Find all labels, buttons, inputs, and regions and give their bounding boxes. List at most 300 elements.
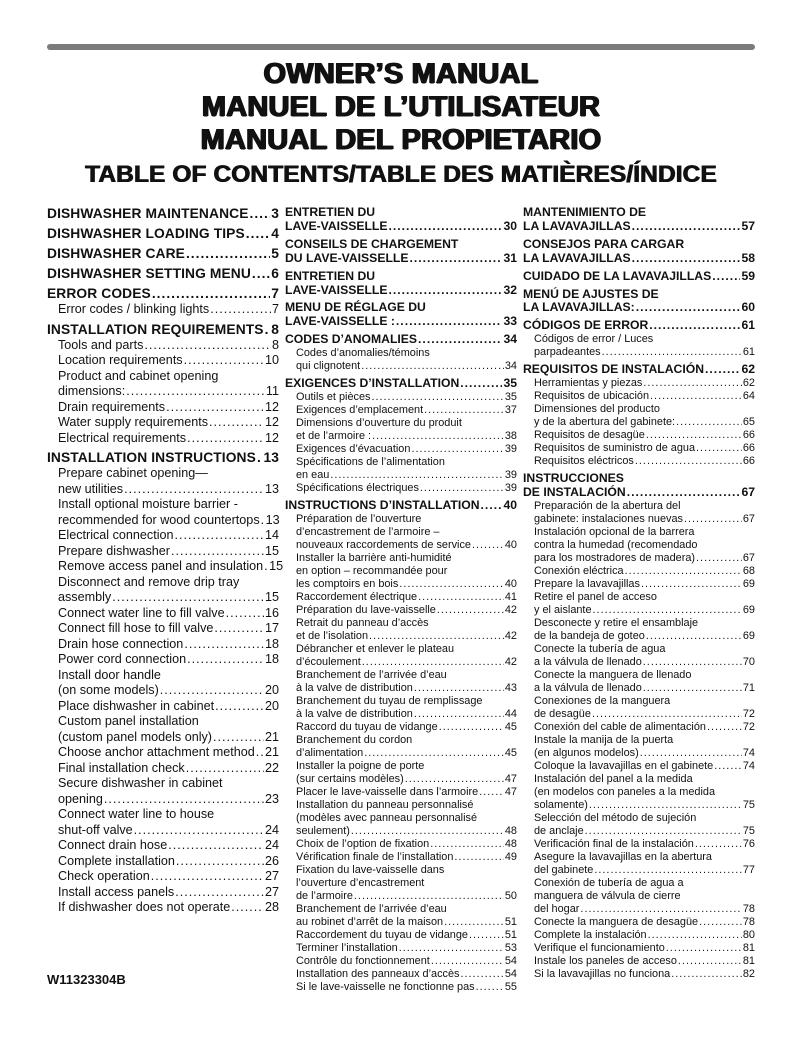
toc-entry-line bbox=[47, 400, 279, 416]
entry-text: LA LAVAVAJILLAS: bbox=[523, 300, 635, 315]
page-number: 8 bbox=[271, 337, 279, 352]
toc-entry-line bbox=[523, 486, 755, 500]
page-number: 55 bbox=[504, 980, 517, 993]
entry-text: Prepare la lavavajillas bbox=[534, 577, 640, 590]
entry-text: Connect drain hose bbox=[58, 838, 168, 852]
page-number: 23 bbox=[264, 791, 279, 806]
toc-entry bbox=[47, 807, 279, 838]
toc-entry-line bbox=[47, 544, 279, 560]
page-number: 65 bbox=[742, 416, 755, 429]
toc-entry-line: Selección del método de sujeción bbox=[534, 811, 697, 824]
dot-leader bbox=[712, 270, 740, 284]
dot-leader bbox=[151, 869, 264, 885]
entry-text: (custom panel models only) bbox=[58, 729, 212, 744]
page-number: 51 bbox=[504, 915, 517, 928]
entry-text: CODES D’ANOMALIES bbox=[285, 332, 418, 347]
dot-leader bbox=[602, 346, 742, 359]
entry-text: Prepare dishwasher bbox=[58, 543, 171, 558]
dot-leader bbox=[460, 968, 503, 981]
toc-entry-line bbox=[47, 559, 284, 575]
entry-text: Conecte la manguera de desagüe bbox=[534, 915, 699, 928]
dot-leader bbox=[175, 528, 264, 544]
toc-entry bbox=[285, 734, 517, 760]
toc-entry-line: Codes d’anomalies/témoins bbox=[296, 347, 430, 360]
page-number: 39 bbox=[504, 469, 517, 482]
dot-leader bbox=[666, 942, 742, 955]
toc-entry bbox=[523, 851, 755, 877]
entry-text: Requisitos eléctricos bbox=[534, 455, 634, 468]
entry-text: Verifique el funcionamiento bbox=[534, 941, 665, 954]
entry-text: gabinete: instalaciones nuevas bbox=[534, 512, 683, 525]
entry-text: Place dishwasher in cabinet bbox=[58, 698, 215, 713]
toc-entry-line: Retire el panel de acceso bbox=[534, 590, 657, 603]
toc-entry-line bbox=[523, 955, 755, 968]
toc-entry-line: Débrancher et enlever le plateau bbox=[296, 642, 455, 655]
dot-leader bbox=[640, 747, 742, 760]
page-number: 78 bbox=[742, 902, 755, 915]
dot-leader bbox=[112, 590, 264, 606]
dot-leader bbox=[126, 384, 265, 400]
toc-entry-line: MANTENIMIENTO DE bbox=[523, 205, 647, 219]
dot-leader bbox=[396, 315, 503, 329]
toc-entry-line bbox=[47, 206, 279, 222]
entry-text: Raccordement électrique bbox=[296, 590, 418, 603]
entry-text: DISHWASHER MAINTENANCE bbox=[47, 206, 249, 221]
page-number: 68 bbox=[742, 564, 755, 577]
entry-text: Verificación final de la instalación bbox=[534, 837, 694, 850]
dot-leader bbox=[361, 360, 504, 373]
page-number: 43 bbox=[504, 681, 517, 694]
toc-entry bbox=[285, 443, 517, 456]
page-number: 41 bbox=[504, 590, 517, 603]
toc-entry-line: ENTRETIEN DU bbox=[285, 268, 376, 283]
toc-entry-line bbox=[47, 266, 279, 282]
toc-entry bbox=[523, 429, 755, 442]
toc-entry bbox=[523, 721, 755, 734]
dot-leader bbox=[210, 302, 271, 318]
toc-entry bbox=[285, 552, 517, 591]
dot-leader bbox=[166, 400, 264, 416]
toc-entry-line bbox=[523, 916, 755, 929]
page-number: 64 bbox=[742, 390, 755, 403]
toc-entry bbox=[523, 333, 755, 359]
entry-text: new utilities bbox=[58, 481, 124, 496]
page-number: 42 bbox=[504, 629, 517, 642]
dot-leader bbox=[369, 630, 504, 643]
page-number: 48 bbox=[504, 837, 517, 850]
dot-leader bbox=[351, 825, 504, 838]
toc-entry bbox=[523, 942, 755, 955]
dot-leader bbox=[420, 482, 504, 495]
toc-entry bbox=[285, 456, 517, 482]
dot-leader bbox=[580, 903, 741, 916]
page-number: 61 bbox=[741, 318, 755, 333]
toc-entry-line bbox=[285, 773, 517, 786]
dot-leader bbox=[632, 220, 741, 234]
title-block bbox=[0, 58, 802, 190]
entry-text: Instale los paneles de acceso bbox=[534, 954, 677, 967]
toc-entry-line bbox=[285, 838, 517, 851]
toc-entry-line: Installer la barrière anti-humidité bbox=[296, 551, 452, 564]
entry-text: Check operation bbox=[58, 869, 150, 883]
dot-leader bbox=[589, 799, 742, 812]
toc-entry-line bbox=[47, 226, 279, 242]
entry-text: parpadeantes bbox=[534, 346, 601, 359]
entry-text: qui clignotent bbox=[296, 360, 361, 373]
toc-entry-line bbox=[523, 390, 755, 403]
toc-entry bbox=[523, 955, 755, 968]
page-number: 45 bbox=[504, 746, 517, 759]
page-number: 26 bbox=[264, 853, 279, 868]
toc-section-header bbox=[47, 246, 279, 262]
toc-section-header bbox=[285, 301, 517, 329]
dot-leader bbox=[388, 284, 502, 298]
dot-leader bbox=[699, 916, 742, 929]
toc-section-header bbox=[523, 363, 755, 377]
dot-leader bbox=[641, 578, 742, 591]
dot-leader bbox=[472, 539, 504, 552]
title-spanish: MANUAL DEL PROPIETARIO bbox=[200, 124, 602, 156]
entry-text: Si le lave-vaisselle ne fonctionne pas bbox=[296, 980, 475, 993]
toc-section-header bbox=[523, 206, 755, 234]
page-number: 40 bbox=[503, 498, 517, 513]
entry-text: Exigences d’évacuation bbox=[296, 443, 411, 456]
dot-leader bbox=[256, 745, 264, 761]
page-number: 37 bbox=[504, 404, 517, 417]
toc-entry bbox=[523, 591, 755, 617]
entry-text: DISHWASHER CARE bbox=[47, 246, 185, 261]
dot-leader bbox=[226, 606, 264, 622]
toc-entry bbox=[47, 575, 279, 606]
page-number: 39 bbox=[504, 482, 517, 495]
toc-entry bbox=[285, 981, 517, 994]
dot-leader bbox=[364, 747, 504, 760]
dot-leader bbox=[439, 721, 504, 734]
dot-leader bbox=[418, 591, 504, 604]
dot-leader bbox=[695, 838, 742, 851]
toc-entry-line: Branchement de l’arrivée d’eau bbox=[296, 902, 447, 915]
dot-leader bbox=[399, 578, 504, 591]
page-number: 40 bbox=[504, 538, 517, 551]
toc-section-header bbox=[523, 472, 755, 500]
toc-entry-line bbox=[285, 825, 517, 838]
toc-entry-line: contra la humedad (recomendado bbox=[534, 538, 698, 551]
entry-text: de l’armoire bbox=[296, 889, 353, 902]
toc-entry bbox=[285, 617, 517, 643]
toc-entry bbox=[523, 773, 755, 812]
toc-entry-line bbox=[523, 565, 755, 578]
dot-leader bbox=[104, 792, 264, 808]
entry-text: Conexión eléctrica bbox=[534, 564, 624, 577]
entry-text: Requisitos de desagüe bbox=[534, 429, 645, 442]
entry-text: DU LAVE-VAISSELLE bbox=[285, 250, 409, 265]
toc-section-header bbox=[47, 226, 279, 242]
entry-text: Conexión del cable de alimentación bbox=[534, 720, 706, 733]
page-number: 69 bbox=[742, 603, 755, 616]
toc-entry bbox=[47, 559, 284, 575]
entry-text: Electrical requirements bbox=[58, 430, 187, 445]
page-number: 4 bbox=[271, 226, 279, 241]
toc-section-header bbox=[47, 206, 279, 222]
entry-text: Outils et pièces bbox=[296, 391, 371, 404]
page-number: 45 bbox=[504, 720, 517, 733]
dot-leader bbox=[354, 890, 504, 903]
toc-section-header bbox=[47, 450, 279, 466]
page-number: 60 bbox=[741, 300, 755, 315]
toc-entry bbox=[47, 652, 279, 668]
entry-text: y el aislante bbox=[534, 603, 592, 616]
toc-entry bbox=[523, 968, 755, 981]
toc-entry-line bbox=[523, 416, 755, 429]
toc-entry-line bbox=[47, 338, 279, 354]
toc-entry-line bbox=[47, 637, 279, 653]
toc-entry-line bbox=[285, 360, 517, 373]
page-number: 13 bbox=[265, 512, 280, 527]
toc-entry bbox=[47, 338, 279, 354]
toc-entry-line bbox=[523, 656, 755, 669]
dot-leader bbox=[184, 637, 264, 653]
dot-leader bbox=[646, 429, 742, 442]
toc-entry-line bbox=[285, 469, 517, 482]
page-number: 75 bbox=[742, 798, 755, 811]
dot-leader bbox=[160, 683, 264, 699]
page-number: 35 bbox=[503, 376, 517, 391]
page-number: 13 bbox=[264, 481, 279, 496]
entry-text: Connect water line to fill valve bbox=[58, 605, 225, 620]
entry-text: (on some models) bbox=[58, 683, 159, 697]
toc-entry-line: Branchement de l’arrivée d’eau bbox=[296, 668, 447, 681]
dot-leader bbox=[252, 266, 270, 282]
dot-leader bbox=[209, 415, 264, 431]
toc-entry-line bbox=[285, 252, 517, 266]
toc-entry bbox=[285, 955, 517, 968]
page-number: 76 bbox=[742, 837, 755, 850]
toc-section-header bbox=[523, 319, 755, 333]
page-number: 33 bbox=[503, 314, 517, 329]
toc-entry-line bbox=[285, 404, 517, 417]
toc-entry-line bbox=[523, 708, 755, 721]
dot-leader bbox=[124, 482, 264, 498]
page-number: 24 bbox=[264, 838, 279, 852]
page-number: 24 bbox=[264, 822, 279, 837]
page-number: 77 bbox=[742, 863, 755, 876]
toc-column-french bbox=[285, 206, 517, 994]
toc-entry-line bbox=[285, 430, 517, 443]
toc-entry bbox=[285, 786, 517, 799]
entry-text: Complete installation bbox=[58, 853, 175, 868]
toc-entry bbox=[285, 695, 517, 721]
dot-leader bbox=[187, 652, 264, 668]
dot-leader bbox=[696, 552, 742, 565]
toc-entry bbox=[47, 353, 279, 369]
page-number: 15 bbox=[264, 543, 279, 558]
dot-leader bbox=[625, 565, 742, 578]
toc-entry-line bbox=[285, 708, 517, 721]
toc-entry-line: INSTRUCCIONES bbox=[523, 471, 624, 486]
toc-entry-line bbox=[285, 968, 517, 981]
toc-entry-line bbox=[47, 792, 279, 808]
dot-leader bbox=[264, 559, 268, 575]
dot-leader bbox=[411, 443, 503, 456]
toc-entry bbox=[523, 578, 755, 591]
page-number: 71 bbox=[742, 681, 755, 694]
page-number: 49 bbox=[504, 850, 517, 863]
toc-entry bbox=[47, 776, 279, 807]
toc-entry-line bbox=[523, 747, 755, 760]
dot-leader bbox=[171, 544, 264, 560]
page-number: 38 bbox=[504, 430, 517, 443]
toc-entry-line bbox=[523, 825, 755, 838]
page-number: 20 bbox=[264, 683, 279, 697]
toc-entry bbox=[285, 942, 517, 955]
toc-entry-line bbox=[47, 606, 279, 622]
toc-entry bbox=[523, 734, 755, 760]
toc-entry-line bbox=[523, 252, 755, 266]
toc-entry bbox=[285, 838, 517, 851]
toc-entry bbox=[47, 885, 279, 901]
dot-leader bbox=[444, 916, 504, 929]
toc-entry-line: Códigos de error / Luces bbox=[534, 333, 654, 346]
entry-text: et de l’isolation bbox=[296, 629, 369, 642]
toc-entry-line: Conecte la manguera de llenado bbox=[534, 668, 692, 681]
toc-entry bbox=[47, 497, 279, 528]
page-number: 62 bbox=[742, 377, 755, 390]
page-number: 40 bbox=[504, 577, 517, 590]
dot-leader bbox=[646, 630, 742, 643]
entry-text: Raccordement du tuyau de vidange bbox=[296, 928, 468, 941]
entry-text: Remove access panel and insulation bbox=[58, 559, 264, 573]
page-number: 72 bbox=[742, 720, 755, 733]
page-number: 39 bbox=[504, 443, 517, 456]
toc-entry bbox=[285, 929, 517, 942]
page-number: 11 bbox=[265, 384, 279, 398]
toc-entry bbox=[47, 637, 279, 653]
toc-entry-line bbox=[47, 482, 279, 498]
toc-entry-line bbox=[285, 656, 517, 669]
entry-text: Préparation du lave-vaisselle bbox=[296, 603, 436, 616]
dot-leader bbox=[424, 404, 504, 417]
toc-entry bbox=[523, 500, 755, 526]
toc-section-header bbox=[285, 499, 517, 513]
toc-entry-line bbox=[47, 415, 279, 431]
toc-entry-line: Prepare cabinet opening— bbox=[58, 466, 208, 480]
dot-leader bbox=[684, 513, 742, 526]
dot-leader bbox=[134, 823, 264, 839]
dot-leader bbox=[643, 682, 742, 695]
toc-entry-line bbox=[285, 443, 517, 456]
toc-entry-line bbox=[523, 552, 755, 565]
entry-text: Raccord du tuyau de vidange bbox=[296, 720, 438, 733]
page-number: 7 bbox=[271, 286, 279, 301]
toc-entry bbox=[285, 391, 517, 404]
entry-text: Requisitos de ubicación bbox=[534, 390, 650, 403]
toc-entry-line bbox=[523, 377, 755, 390]
dot-leader bbox=[430, 838, 504, 851]
dot-leader bbox=[187, 431, 264, 447]
dot-leader bbox=[437, 604, 504, 617]
page-number: 34 bbox=[503, 332, 517, 347]
entry-text: (sur certains modèles) bbox=[296, 772, 404, 785]
toc-entry-line: CONSEILS DE CHARGEMENT bbox=[285, 236, 459, 251]
toc-entry-line bbox=[285, 333, 517, 347]
entry-text: REQUISITOS DE INSTALACIÓN bbox=[523, 362, 705, 377]
entry-text: Connect fill hose to fill valve bbox=[58, 621, 214, 635]
page-number: 7 bbox=[271, 302, 279, 316]
dot-leader bbox=[454, 851, 503, 864]
dot-leader bbox=[479, 786, 504, 799]
entry-text: recommended for wood countertops bbox=[58, 512, 260, 527]
toc-entry-line bbox=[285, 499, 517, 513]
toc-entry bbox=[47, 302, 279, 318]
toc-entry-line bbox=[47, 854, 279, 870]
entry-text: LAVE-VAISSELLE bbox=[285, 218, 388, 233]
toc-entry-line bbox=[47, 246, 279, 262]
dot-leader bbox=[648, 929, 742, 942]
page-number: 69 bbox=[742, 577, 755, 590]
toc-entry-line bbox=[285, 377, 517, 391]
page-number: 54 bbox=[504, 954, 517, 967]
page-number: 8 bbox=[271, 321, 279, 337]
entry-text: d’écoulement bbox=[296, 655, 361, 668]
toc-entry bbox=[47, 699, 279, 715]
toc-entry-line bbox=[285, 391, 517, 404]
toc-entry-line bbox=[47, 353, 279, 369]
entry-text: Contrôle du fonctionnement bbox=[296, 954, 430, 967]
entry-text: para los mostradores de madera) bbox=[534, 551, 696, 564]
toc-entry-line bbox=[523, 578, 755, 591]
entry-text: LA LAVAVAJILLAS bbox=[523, 250, 631, 265]
page-number: 80 bbox=[742, 928, 755, 941]
entry-text: Drain hose connection bbox=[58, 636, 184, 651]
title-french: MANUEL DE L’UTILISATEUR bbox=[201, 91, 601, 123]
page-number: 62 bbox=[741, 362, 755, 377]
dot-leader bbox=[213, 730, 264, 746]
toc-entry-line bbox=[523, 799, 755, 812]
toc-entry-line bbox=[47, 823, 279, 839]
toc-entry-line bbox=[523, 929, 755, 942]
dot-leader bbox=[405, 773, 504, 786]
dot-leader bbox=[168, 838, 264, 854]
toc-entry bbox=[523, 617, 755, 643]
toc-section-header bbox=[285, 270, 517, 298]
page-number: 58 bbox=[741, 250, 755, 265]
toc-entry bbox=[523, 526, 755, 565]
toc-entry bbox=[285, 799, 517, 838]
entry-text: DISHWASHER LOADING TIPS bbox=[47, 226, 245, 241]
page-number: 35 bbox=[504, 391, 517, 404]
page-number: 47 bbox=[504, 785, 517, 798]
toc-entry-line: ENTRETIEN DU bbox=[285, 205, 376, 219]
page-number: 14 bbox=[264, 528, 279, 542]
dot-leader bbox=[714, 760, 742, 773]
dot-leader bbox=[388, 220, 502, 234]
dot-leader bbox=[592, 708, 742, 721]
page-number: 72 bbox=[742, 707, 755, 720]
page-number: 48 bbox=[504, 824, 517, 837]
toc-entry-line: Branchement du cordon bbox=[296, 733, 413, 746]
toc-entry-line bbox=[47, 885, 279, 901]
toc-entry bbox=[285, 669, 517, 695]
page-number: 66 bbox=[742, 442, 755, 455]
toc-entry-line bbox=[523, 864, 755, 877]
page-number: 31 bbox=[503, 250, 517, 265]
dot-leader bbox=[476, 981, 504, 994]
toc-section-header bbox=[523, 288, 755, 316]
entry-text: opening bbox=[58, 791, 103, 806]
toc-section-header bbox=[47, 286, 279, 302]
entry-text: LA LAVAVAJILLAS bbox=[523, 218, 631, 233]
dot-leader bbox=[671, 968, 742, 981]
